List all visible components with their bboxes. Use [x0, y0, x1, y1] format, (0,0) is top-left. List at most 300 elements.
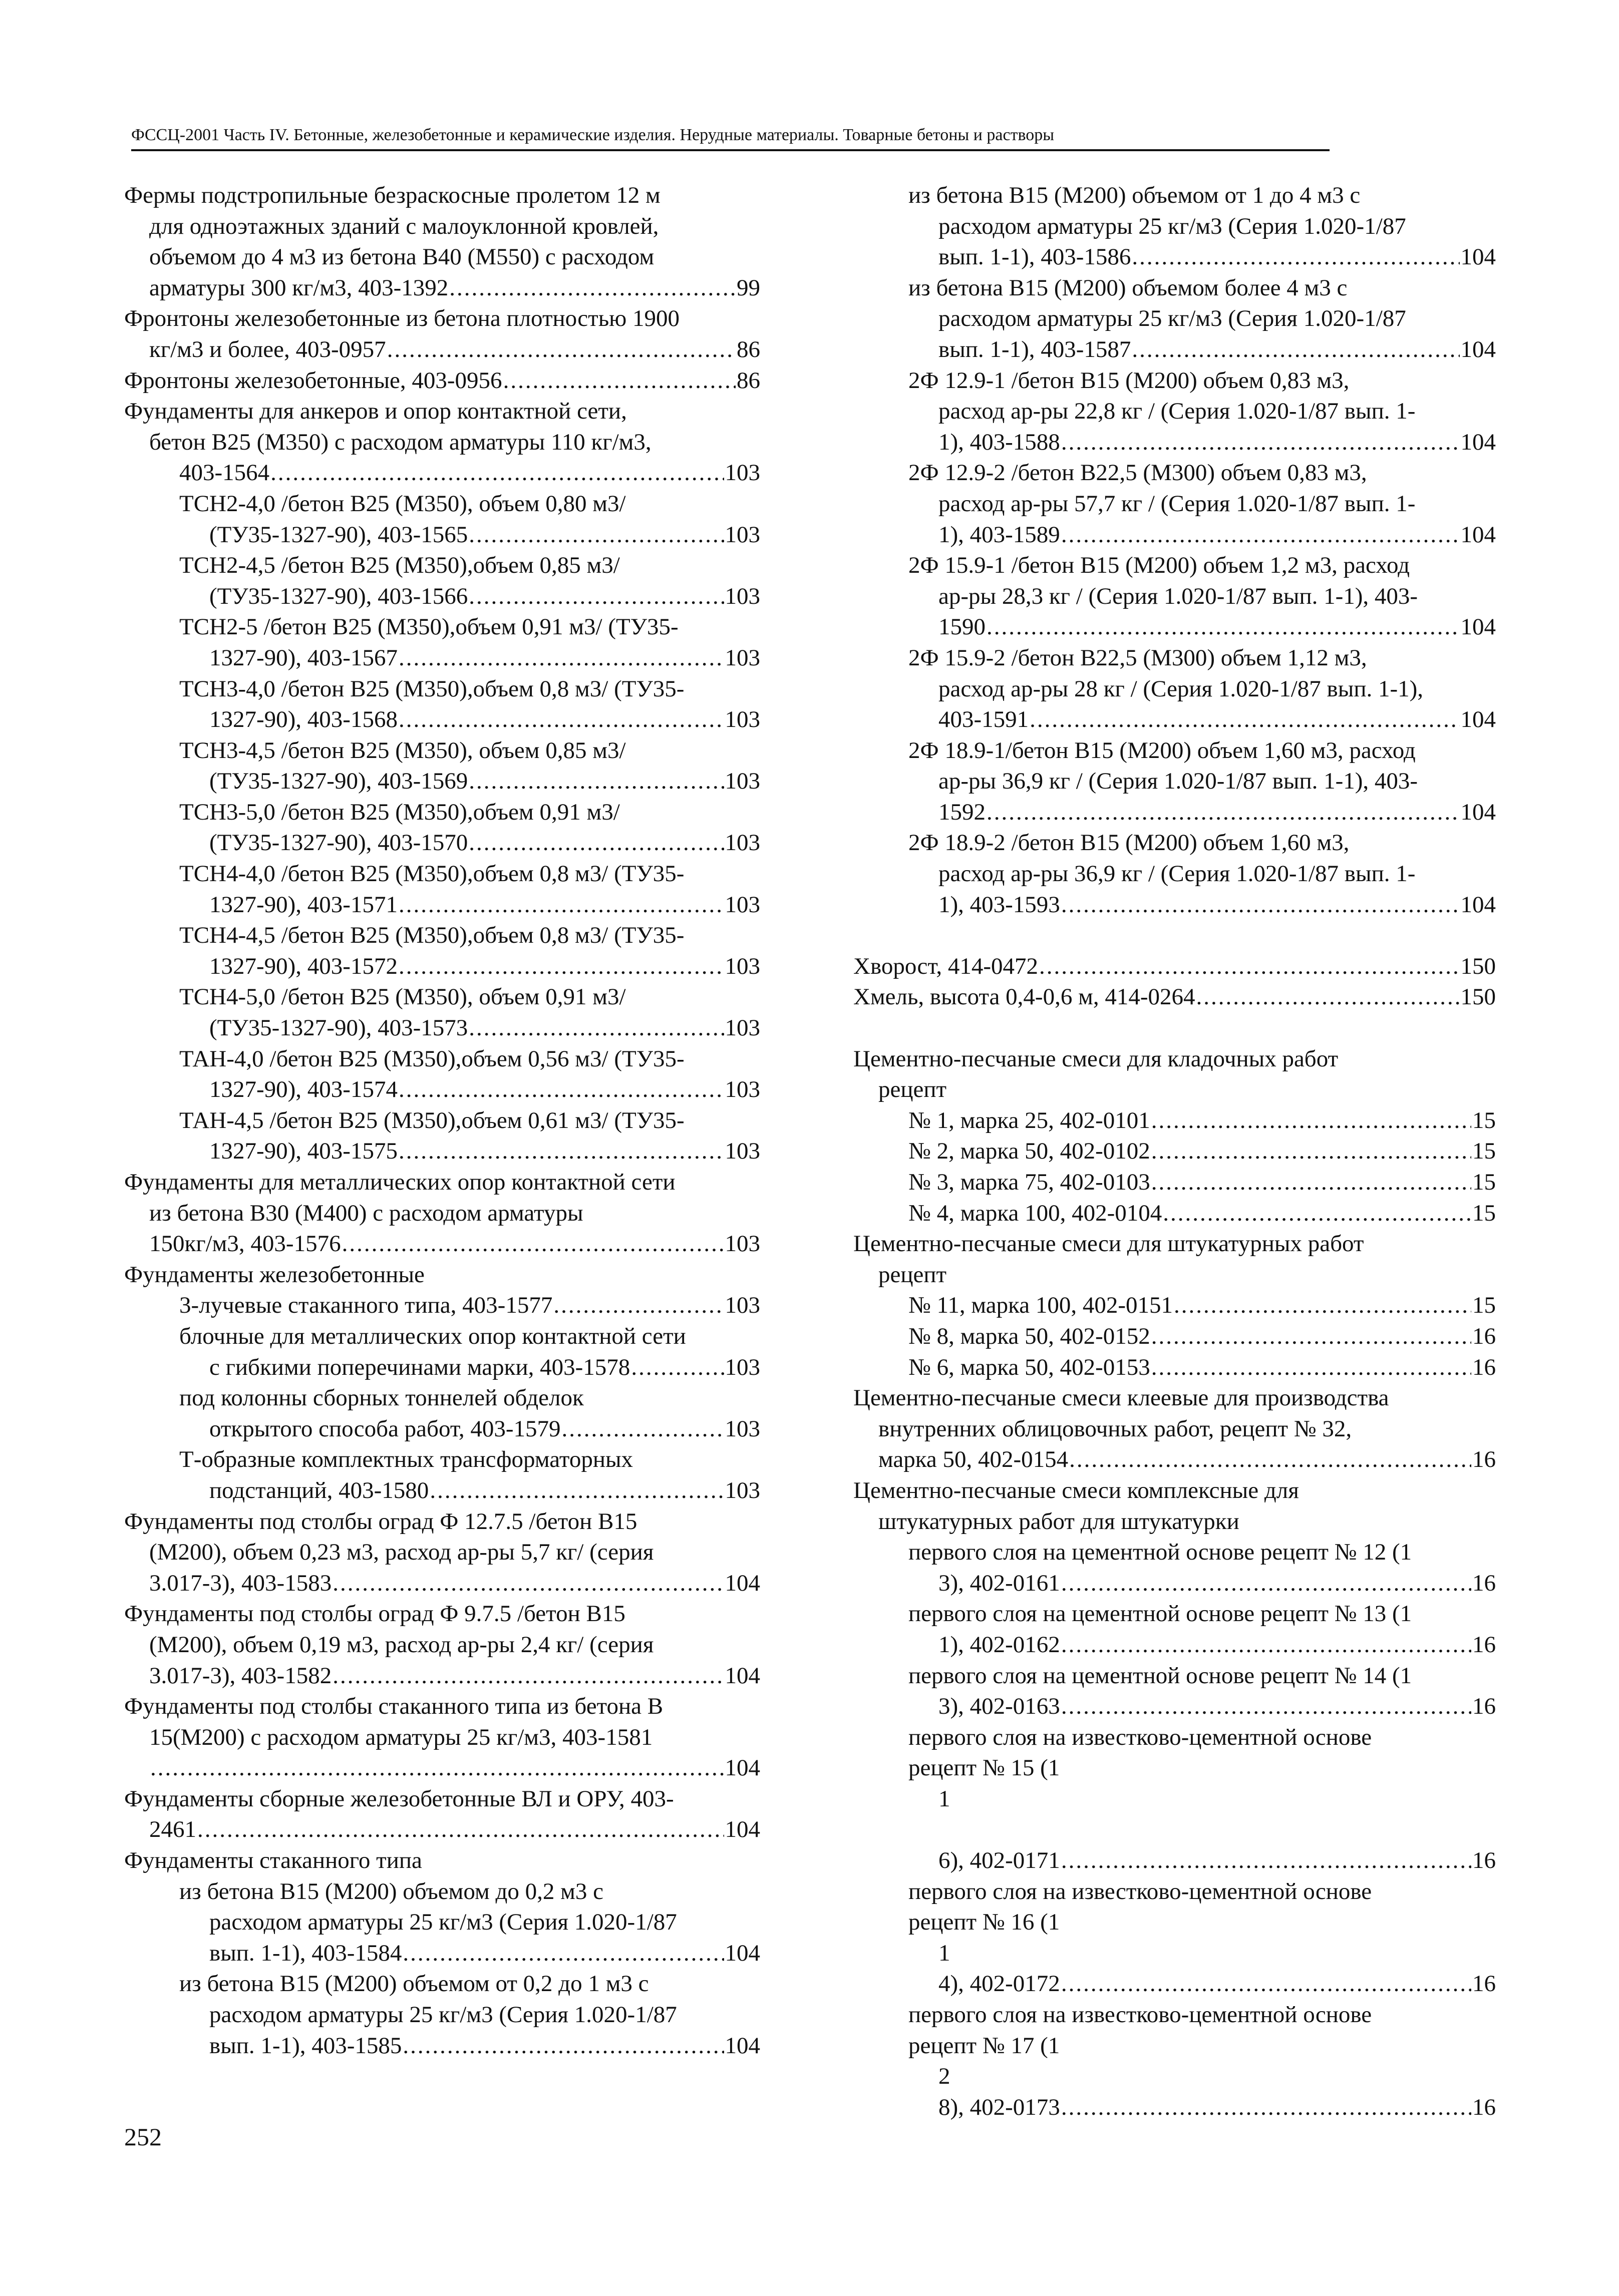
index-entry-line [124, 520, 760, 551]
running-header: ФССЦ-2001 Часть IV. Бетонные, железобетонные и керамические изделия. Нерудные материалы. Товарные бетоны и растворы [131, 124, 1330, 151]
index-entry-line [124, 920, 760, 951]
entry-text: из бетона В30 (М400) с расходом арматуры [149, 1200, 583, 1226]
entry-text: ТСН2-4,5 /бетон В25 (М350),объем 0,85 м3/ [179, 552, 620, 579]
entry-text: 2461 [149, 1816, 196, 1843]
index-entry-line [853, 458, 1496, 489]
index-entry-line [124, 396, 760, 427]
dot-leader [469, 828, 724, 859]
entry-page-number: 103 [725, 830, 760, 856]
entry-text: ар-ры 36,9 кг / (Серия 1.020-1/87 вып. 1-1), 403- [938, 768, 1418, 795]
index-entry-line [124, 1044, 760, 1075]
index-entry-line [853, 581, 1496, 612]
dot-leader [562, 1414, 724, 1445]
dot-leader [430, 1475, 724, 1506]
entry-page-number: 15 [1472, 1107, 1496, 1133]
index-entry-line [853, 427, 1496, 458]
index-entry-line [853, 1876, 1496, 1907]
entry-text: расход ар-ры 22,8 кг / (Серия 1.020-1/87 вып. 1- [938, 398, 1416, 425]
entry-page-number: 103 [725, 1415, 760, 1442]
entry-text: (ТУ35-1327-90), 403-1573 [209, 1015, 468, 1041]
index-entry-line [124, 1537, 760, 1568]
dot-leader [449, 273, 736, 304]
entry-page-number: 103 [725, 1354, 760, 1380]
entry-text: объемом до 4 м3 из бетона В40 (М550) с расходом [149, 244, 655, 270]
entry-text: 1 [938, 1785, 950, 1812]
dot-leader [1174, 1290, 1471, 1321]
entry-text: 1327-90), 403-1574 [209, 1076, 398, 1103]
entry-text: 2Ф 15.9-2 /бетон В22,5 (М300) объем 1,12 м3, [908, 644, 1367, 671]
index-entry-line [853, 643, 1496, 674]
entry-text: 15(М200) с расходом арматуры 25 кг/м3, 403-1581 [149, 1724, 653, 1750]
dot-leader [333, 1568, 724, 1599]
entry-page-number: 103 [725, 1076, 760, 1103]
index-entry-line [853, 1074, 1496, 1105]
entry-text: первого слоя на цементной основе рецепт № 13 (1 [908, 1601, 1412, 1627]
entry-page-number: 16 [1472, 2094, 1496, 2120]
index-entry-line [853, 1753, 1496, 1784]
index-column-left [124, 180, 760, 2061]
entry-text: Фундаменты сборные железобетонные ВЛ и ОРУ, 403- [124, 1785, 674, 1812]
index-entry-line [124, 458, 760, 489]
index-entry-line [853, 211, 1496, 242]
dot-leader [1039, 951, 1459, 982]
dot-leader [399, 704, 724, 735]
entry-text: 6), 402-0171 [938, 1847, 1060, 1874]
index-entry-line [853, 1321, 1496, 1352]
entry-text: ар-ры 28,3 кг / (Серия 1.020-1/87 вып. 1-1), 403- [938, 583, 1418, 609]
index-entry-line [853, 1044, 1496, 1075]
index-entry-line [124, 1568, 760, 1599]
entry-text: 2Ф 12.9-2 /бетон В22,5 (М300) объем 0,83 м3, [908, 460, 1367, 486]
entry-text: (ТУ35-1327-90), 403-1566 [209, 583, 468, 609]
index-entry-line [853, 2061, 1496, 2092]
dot-leader [503, 365, 736, 397]
entry-page-number: 103 [725, 1231, 760, 1257]
entry-page-number: 104 [725, 1816, 760, 1843]
index-entry-line [124, 2000, 760, 2031]
entry-text: Фронтоны железобетонные, 403-0956 [124, 367, 502, 394]
entry-text: 1327-90), 403-1568 [209, 706, 398, 733]
entry-text: 403-1564 [179, 460, 270, 486]
entry-page-number: 104 [1460, 336, 1496, 362]
index-entry-line [853, 1722, 1496, 1753]
dot-leader [987, 612, 1460, 643]
dot-leader [1132, 334, 1459, 365]
dot-leader [1132, 242, 1459, 273]
entry-page-number: 103 [725, 1138, 760, 1165]
entry-page-number: 16 [1472, 1323, 1496, 1349]
index-entry-line [853, 1845, 1496, 1876]
index-entry-line [853, 1414, 1496, 1445]
entry-text: Хмель, высота 0,4-0,6 м, 414-0264 [853, 984, 1195, 1010]
index-entry-line [124, 1938, 760, 1969]
entry-text: № 3, марка 75, 402-0103 [908, 1169, 1150, 1195]
index-entry-line [853, 1352, 1496, 1383]
entry-page-number: 104 [1460, 706, 1496, 733]
dot-leader [1069, 1444, 1471, 1475]
index-entry-line [124, 1352, 760, 1383]
entry-text: ТАН-4,0 /бетон В25 (М350),объем 0,56 м3/ (ТУ35- [179, 1045, 685, 1072]
index-entry-line [124, 1136, 760, 1167]
index-entry-line [853, 1661, 1496, 1692]
index-entry-line [853, 1136, 1496, 1167]
index-entry-line [124, 859, 760, 890]
entry-text: Цементно-песчаные смеси клеевые для производства [853, 1385, 1389, 1411]
page-number: 252 [124, 2123, 162, 2151]
entry-text: 1327-90), 403-1571 [209, 891, 398, 918]
entry-text: 1327-90), 403-1575 [209, 1138, 398, 1165]
dot-leader [1151, 1352, 1471, 1383]
index-entry-line [853, 242, 1496, 273]
index-entry-line [124, 951, 760, 982]
entry-page-number: 16 [1472, 1570, 1496, 1596]
index-entry-line [124, 211, 760, 242]
dot-leader [1061, 1691, 1471, 1722]
entry-page-number: 15 [1472, 1292, 1496, 1319]
index-entry-line [853, 2031, 1496, 2062]
index-entry-line [124, 1074, 760, 1105]
entry-text: Цементно-песчаные смеси комплексные для [853, 1477, 1299, 1503]
entry-page-number: 104 [1460, 799, 1496, 825]
index-entry-line [853, 489, 1496, 520]
entry-text: 3-лучевые стаканного типа, 403-1577 [179, 1292, 553, 1319]
dot-leader [631, 1352, 724, 1383]
entry-text: Хворост, 414-0472 [853, 953, 1039, 979]
entry-page-number: 86 [737, 367, 760, 394]
dot-leader [469, 1013, 724, 1044]
entry-page-number: 104 [1460, 891, 1496, 918]
entry-text: Фундаменты под столбы оград Ф 9.7.5 /бетон В15 [124, 1601, 625, 1627]
entry-text: 2Ф 15.9-1 /бетон В15 (М200) объем 1,2 м3, расход [908, 552, 1410, 579]
index-entry-line [124, 674, 760, 705]
dot-leader [1151, 1167, 1471, 1198]
entry-text: рецепт [878, 1076, 947, 1103]
index-entry-line [853, 1229, 1496, 1260]
entry-page-number: 103 [725, 768, 760, 795]
entry-text: Фундаменты железобетонные [124, 1261, 425, 1288]
dot-leader [1061, 1969, 1471, 2000]
entry-text: Фермы подстропильные безраскосные пролетом 12 м [124, 182, 661, 208]
index-entry-line [853, 704, 1496, 735]
entry-text: первого слоя на известково-цементной основе [908, 1878, 1372, 1904]
dot-leader [1061, 2092, 1471, 2123]
entry-text: ТСН4-4,0 /бетон В25 (М350),объем 0,8 м3/ (ТУ35- [179, 861, 685, 887]
entry-text: 403-1591 [938, 706, 1029, 733]
dot-leader [399, 890, 724, 921]
index-entry-line [853, 273, 1496, 304]
index-entry-line [853, 396, 1496, 427]
entry-text: Цементно-песчаные смеси для штукатурных работ [853, 1231, 1364, 1257]
blank-line [853, 1013, 1496, 1044]
entry-text: бетон В25 (М350) с расходом арматуры 110 кг/м3, [149, 429, 652, 455]
index-entry-line [853, 1105, 1496, 1136]
entry-text: расход ар-ры 57,7 кг / (Серия 1.020-1/87 вып. 1- [938, 490, 1416, 517]
entry-text: (ТУ35-1327-90), 403-1570 [209, 830, 468, 856]
index-entry-line [853, 1506, 1496, 1538]
index-entry-line [124, 550, 760, 581]
index-column-right [853, 180, 1496, 2123]
index-entry-line [124, 1414, 760, 1445]
entry-text: 150кг/м3, 403-1576 [149, 1231, 341, 1257]
dot-leader [399, 1074, 724, 1105]
entry-text: внутренних облицовочных работ, рецепт № 32, [878, 1415, 1352, 1442]
entry-text: подстанций, 403-1580 [209, 1477, 429, 1503]
index-entry-line [124, 1845, 760, 1876]
entry-page-number: 104 [725, 1662, 760, 1689]
entry-text: 1327-90), 403-1567 [209, 644, 398, 671]
entry-page-number: 104 [1460, 521, 1496, 548]
entry-text: расходом арматуры 25 кг/м3 (Серия 1.020-1/87 [209, 2002, 677, 2028]
dot-leader [1061, 1568, 1471, 1599]
index-entry-line [124, 1105, 760, 1136]
index-entry-line [124, 612, 760, 643]
index-entry-line [124, 704, 760, 735]
dot-leader [1151, 1321, 1471, 1352]
index-entry-line [124, 1661, 760, 1692]
entry-page-number: 104 [725, 1570, 760, 1596]
index-entry-line [853, 1290, 1496, 1321]
index-entry-line [124, 643, 760, 674]
entry-page-number: 150 [1460, 984, 1496, 1010]
entry-text: ТСН2-4,0 /бетон В25 (М350), объем 0,80 м3/ [179, 490, 626, 517]
index-entry-line [124, 1013, 760, 1044]
entry-text: Т-образные комплектных трансформаторных [179, 1446, 633, 1473]
index-entry-line [853, 180, 1496, 211]
index-entry-line [124, 1814, 760, 1845]
dot-leader [333, 1661, 724, 1692]
dot-leader [197, 1814, 724, 1845]
index-entry-line [124, 1198, 760, 1229]
index-entry-line [853, 859, 1496, 890]
index-entry-line [124, 2031, 760, 2062]
index-entry-line [853, 766, 1496, 797]
entry-text: ТАН-4,5 /бетон В25 (М350),объем 0,61 м3/ (ТУ35- [179, 1107, 685, 1133]
dot-leader [987, 797, 1460, 828]
index-entry-line [124, 828, 760, 859]
entry-text: 8), 402-0173 [938, 2094, 1060, 2120]
entry-page-number: 104 [725, 1755, 760, 1781]
entry-text: ТСН3-4,5 /бетон В25 (М350), объем 0,85 м3/ [179, 737, 626, 763]
index-entry-line [124, 1753, 760, 1784]
entry-page-number: 103 [725, 891, 760, 918]
dot-leader [1030, 704, 1459, 735]
entry-text: арматуры 300 кг/м3, 403-1392 [149, 274, 449, 301]
dot-leader [387, 334, 736, 365]
index-entry-line [124, 1444, 760, 1475]
entry-page-number: 104 [1460, 614, 1496, 640]
blank-line [853, 920, 1496, 951]
entry-page-number: 15 [1472, 1200, 1496, 1226]
entry-text: ТСН3-4,0 /бетон В25 (М350),объем 0,8 м3/ (ТУ35- [179, 675, 685, 702]
index-entry-line [853, 890, 1496, 921]
index-entry-line [124, 489, 760, 520]
entry-text: вып. 1-1), 403-1586 [938, 244, 1131, 270]
index-entry-line [124, 797, 760, 828]
entry-text: 1592 [938, 799, 986, 825]
entry-text: 3.017-3), 403-1582 [149, 1662, 332, 1689]
dot-leader [1061, 520, 1460, 551]
index-entry-line [124, 365, 760, 397]
entry-text: Фундаменты для анкеров и опор контактной сети, [124, 398, 627, 425]
entry-page-number: 99 [737, 274, 760, 301]
dot-leader [1061, 890, 1460, 921]
entry-text: под колонны сборных тоннелей обделок [179, 1385, 584, 1411]
index-entry-line [853, 674, 1496, 705]
index-entry-line [124, 1691, 760, 1722]
index-entry-line [124, 1599, 760, 1630]
entry-page-number: 15 [1472, 1138, 1496, 1165]
entry-text: № 11, марка 100, 402-0151 [908, 1292, 1173, 1319]
entry-text: Цементно-песчаные смеси для кладочных работ [853, 1045, 1339, 1072]
dot-leader [469, 766, 724, 797]
entry-text: блочные для металлических опор контактной сети [179, 1323, 686, 1349]
index-entry-line [124, 1969, 760, 2000]
index-entry-line [124, 766, 760, 797]
entry-text: 2Ф 18.9-2 /бетон В15 (М200) объем 1,60 м3, [908, 830, 1350, 856]
index-entry-line [853, 1969, 1496, 2000]
index-entry-line [124, 1167, 760, 1198]
entry-text: (М200), объем 0,19 м3, расход ар-ры 2,4 кг/ (серия [149, 1631, 654, 1658]
index-entry-line [853, 1599, 1496, 1630]
index-entry-line [124, 890, 760, 921]
index-entry-line [853, 1691, 1496, 1722]
entry-text: из бетона В15 (М200) объемом от 0,2 до 1 м3 с [179, 1971, 649, 1997]
entry-page-number: 103 [725, 1292, 760, 1319]
entry-text: штукатурных работ для штукатурки [878, 1508, 1239, 1535]
entry-page-number: 15 [1472, 1169, 1496, 1195]
index-entry-line [124, 982, 760, 1013]
entry-text: вып. 1-1), 403-1587 [938, 336, 1131, 362]
entry-text: 1 [938, 1940, 950, 1966]
entry-text: 2 [938, 2063, 950, 2090]
index-entry-line [853, 1938, 1496, 1969]
entry-text: рецепт № 16 (1 [908, 1909, 1060, 1936]
entry-text: 1), 403-1588 [938, 429, 1060, 455]
entry-text: из бетона В15 (М200) объемом от 1 до 4 м3 с [908, 182, 1361, 208]
entry-text: 1), 402-0162 [938, 1631, 1060, 1658]
dot-leader [399, 643, 724, 674]
index-entry-line [124, 1229, 760, 1260]
index-entry-line [124, 1722, 760, 1753]
index-entry-line [124, 1475, 760, 1506]
entry-text: ТСН2-5 /бетон В25 (М350),объем 0,91 м3/ (ТУ35- [179, 614, 679, 640]
index-entry-line [853, 334, 1496, 365]
index-entry-line [124, 1506, 760, 1538]
entry-text: (ТУ35-1327-90), 403-1569 [209, 768, 468, 795]
dot-leader [403, 2031, 724, 2062]
entry-page-number: 103 [725, 583, 760, 609]
entry-page-number: 16 [1472, 1446, 1496, 1473]
entry-text: 3), 402-0161 [938, 1570, 1060, 1596]
index-entry-line [853, 1630, 1496, 1661]
entry-text: первого слоя на известково-цементной основе [908, 1724, 1372, 1750]
entry-text: расходом арматуры 25 кг/м3 (Серия 1.020-1/87 [938, 213, 1406, 239]
entry-page-number: 103 [725, 1477, 760, 1503]
index-entry-line [853, 1198, 1496, 1229]
index-entry-line [853, 365, 1496, 397]
index-entry-line [853, 1167, 1496, 1198]
entry-text: № 8, марка 50, 402-0152 [908, 1323, 1150, 1349]
index-entry-line [853, 520, 1496, 551]
entry-page-number: 16 [1472, 1354, 1496, 1380]
entry-text: открытого способа работ, 403-1579 [209, 1415, 561, 1442]
entry-text: 4), 402-0172 [938, 1971, 1060, 1997]
index-entry-line [124, 1321, 760, 1352]
entry-page-number: 16 [1472, 1847, 1496, 1874]
index-entry-line [124, 1260, 760, 1291]
entry-text: рецепт [878, 1261, 947, 1288]
entry-text: вып. 1-1), 403-1585 [209, 2032, 402, 2059]
entry-text: 2Ф 18.9-1/бетон В15 (М200) объем 1,60 м3, расход [908, 737, 1416, 763]
entry-page-number: 103 [725, 953, 760, 979]
entry-text: Фронтоны железобетонные из бетона плотностью 1900 [124, 305, 680, 332]
index-entry-line [124, 1630, 760, 1661]
index-entry-line [853, 828, 1496, 859]
entry-page-number: 103 [725, 460, 760, 486]
index-entry-line [124, 1784, 760, 1815]
dot-leader [1061, 1845, 1471, 1876]
index-entry-line [853, 735, 1496, 767]
index-entry-line [124, 1383, 760, 1414]
entry-page-number: 16 [1472, 1971, 1496, 1997]
index-entry-line [124, 1907, 760, 1938]
entry-text: ТСН4-5,0 /бетон В25 (М350), объем 0,91 м3/ [179, 984, 626, 1010]
entry-text: 2Ф 12.9-1 /бетон В15 (М200) объем 0,83 м3, [908, 367, 1350, 394]
index-entry-line [853, 550, 1496, 581]
entry-text: ТСН4-4,5 /бетон В25 (М350),объем 0,8 м3/ (ТУ35- [179, 922, 685, 949]
entry-page-number: 103 [725, 644, 760, 671]
index-entry-line [853, 612, 1496, 643]
entry-page-number: 103 [725, 521, 760, 548]
entry-text: с гибкими поперечинами марки, 403-1578 [209, 1354, 630, 1380]
entry-text: расходом арматуры 25 кг/м3 (Серия 1.020-1/87 [209, 1909, 677, 1936]
entry-page-number: 104 [1460, 244, 1496, 270]
index-entry-line [853, 1907, 1496, 1938]
entry-text: первого слоя на известково-цементной основе [908, 2002, 1372, 2028]
index-entry-line [853, 2092, 1496, 2123]
index-entry-line [853, 1537, 1496, 1568]
entry-text: (ТУ35-1327-90), 403-1565 [209, 521, 468, 548]
entry-text: № 4, марка 100, 402-0104 [908, 1200, 1162, 1226]
entry-text: Фундаменты под столбы стаканного типа из бетона В [124, 1693, 664, 1720]
entry-text: Фундаменты для металлических опор контактной сети [124, 1169, 676, 1195]
index-entry-line [853, 303, 1496, 334]
dot-leader [1061, 1630, 1471, 1661]
entry-text: вып. 1-1), 403-1584 [209, 1940, 402, 1966]
entry-text: ТСН3-5,0 /бетон В25 (М350),объем 0,91 м3/ [179, 799, 620, 825]
entry-text: для одноэтажных зданий с малоуклонной кровлей, [149, 213, 659, 239]
entry-text: 3.017-3), 403-1583 [149, 1570, 332, 1596]
entry-text: 1327-90), 403-1572 [209, 953, 398, 979]
index-entry-line [853, 1784, 1496, 1815]
index-entry-line [124, 735, 760, 767]
entry-page-number: 104 [725, 1940, 760, 1966]
entry-page-number: 150 [1460, 953, 1496, 979]
index-entry-line [853, 1568, 1496, 1599]
entry-page-number: 16 [1472, 1631, 1496, 1658]
entry-text: кг/м3 и более, 403-0957 [149, 336, 386, 362]
entry-text: рецепт № 15 (1 [908, 1755, 1060, 1781]
entry-page-number: 86 [737, 336, 760, 362]
entry-text: расход ар-ры 28 кг / (Серия 1.020-1/87 вып. 1-1), [938, 675, 1424, 702]
index-entry-line [853, 951, 1496, 982]
entry-text: 1), 403-1589 [938, 521, 1060, 548]
entry-text: № 1, марка 25, 402-0101 [908, 1107, 1150, 1133]
entry-text: Фундаменты стаканного типа [124, 1847, 422, 1874]
dot-leader [270, 458, 724, 489]
index-entry-line [124, 581, 760, 612]
entry-text: Фундаменты под столбы оград Ф 12.7.5 /бетон В15 [124, 1508, 637, 1535]
